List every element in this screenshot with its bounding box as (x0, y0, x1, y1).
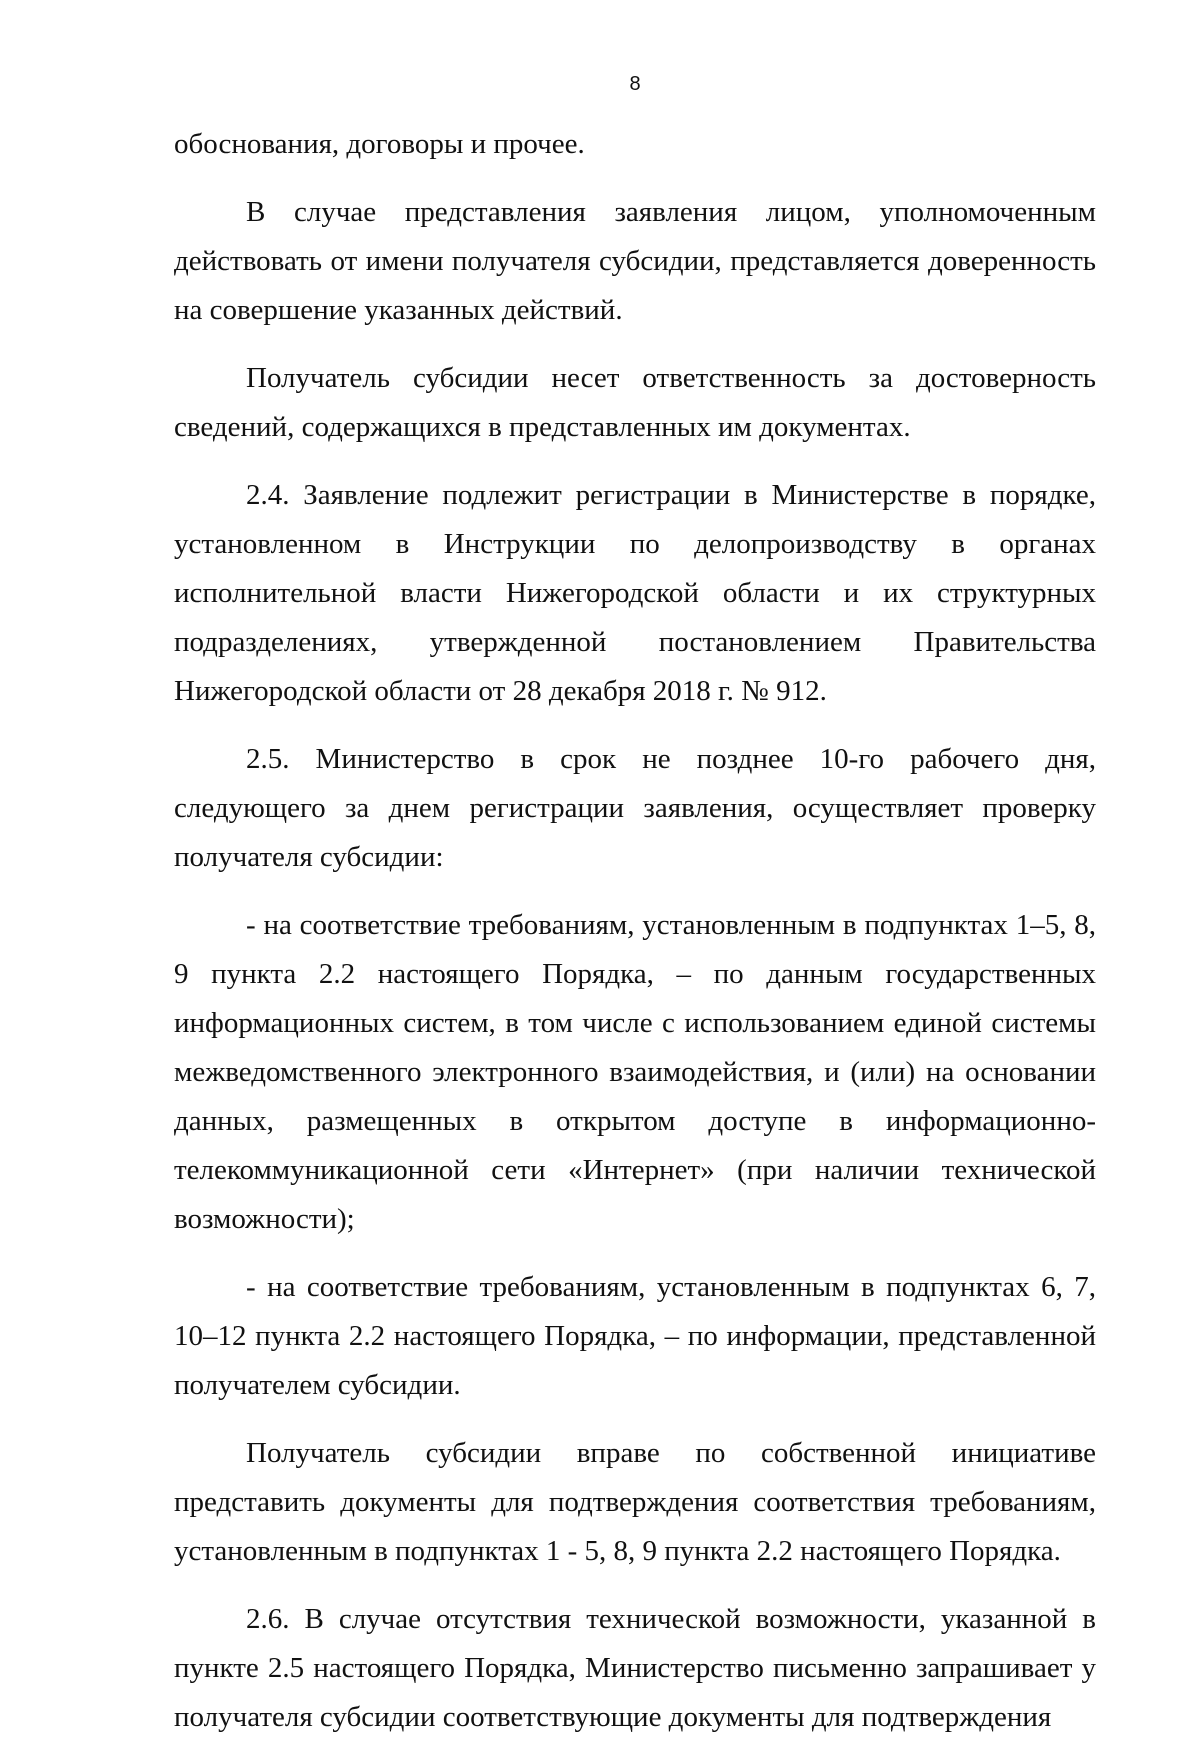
document-body (174, 120, 1096, 1742)
paragraph-power-of-attorney: В случае представления заявления лицом, уполномоченным действовать от имени получателя субсидии, представляется доверенность на совершение указанных действий. (174, 196, 1096, 326)
paragraph-own-initiative: Получатель субсидии вправе по собственной инициативе представить документы для подтверждения соответствия требованиям, установленным в подпунктах 1 - 5, 8, 9 пункта 2.2 настоящего Порядка. (174, 1437, 1096, 1567)
page-number: 8 (629, 73, 641, 95)
paragraph-continuation: обоснования, договоры и прочее. (174, 128, 585, 160)
paragraph-responsibility: Получатель субсидии несет ответственность за достоверность сведений, содержащихся в представленных им документах. (174, 362, 1096, 443)
paragraph-2-6: 2.6. В случае отсутствия технической возможности, указанной в пункте 2.5 настоящего Порядка, Министерство письменно запрашивает у получателя субсидии соответствующие документы для подтверждения (174, 1603, 1096, 1733)
list-item-check-2: - на соответствие требованиям, установленным в подпунктах 6, 7, 10–12 пункта 2.2 настоящего Порядка, – по информации, представленной получателем субсидии. (174, 1271, 1096, 1401)
paragraph-2-5: 2.5. Министерство в срок не позднее 10-го рабочего дня, следующего за днем регистрации заявления, осуществляет проверку получателя субсидии: (174, 743, 1096, 873)
paragraph-2-4: 2.4. Заявление подлежит регистрации в Министерстве в порядке, установленном в Инструкции по делопроизводству в органах исполнительной власти Нижегородской области и их структурных подразделениях, утвержденной постановлением Правительства Нижегородской области от 28 декабря 2018 г. № 912. (174, 479, 1096, 707)
list-item-check-1: - на соответствие требованиям, установленным в подпунктах 1–5, 8, 9 пункта 2.2 настоящего Порядка, – по данным государственных информационных систем, в том числе с использованием единой системы межведомственного электронного взаимодействия, и (или) на основании данных, размещенных в открытом доступе в информационно-телекоммуникационной сети «Интернет» (при наличии технической возможности); (174, 909, 1096, 1235)
